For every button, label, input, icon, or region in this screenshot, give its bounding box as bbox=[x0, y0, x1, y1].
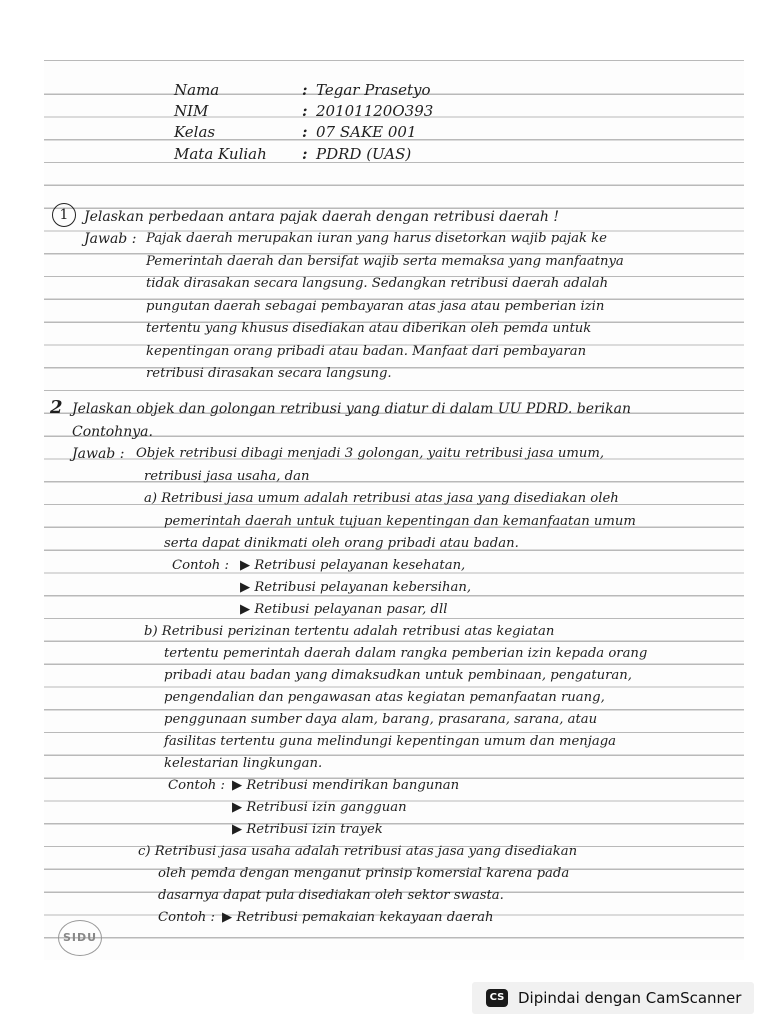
header-label: Nama bbox=[174, 81, 220, 99]
header-value: PDRD (UAS) bbox=[316, 145, 412, 163]
lined-paper-page: Nama : Tegar Prasetyo NIM : 20101120O393 Kelas : 07 SAKE 001 Mata Kuliah : PDRD (UAS) 1 Jelaskan perbedaan antara pajak daerah dengan retribusi daerah ! Jawab : Pajak daerah merupakan iuran yang harus disetorkan wajib pajak ke Pemerintah daerah dan bersifat wajib serta memaksa yang manfaatnya tidak dirasakan secara langsung. Sedangkan retribusi daerah adalah pungutan daerah sebagai pembayaran atas jasa atau pemberian izin tertentu yang khusus disediakan atau diberikan oleh pemda untuk kepentingan orang pribadi atau badan. Manfaat dari pembayaran retribusi dirasakan secara langsung. 2 Jelaskan objek dan golongan retribusi yang diatur di dalam UU PDRD. berikan Contohnya. Jawab : Objek retribusi dibagi menjadi 3 golongan, yaitu retribusi jasa umum, retribusi jasa usaha, dan a) Retribusi jasa umum adalah retribusi atas jasa yang disediakan oleh pemerintah daerah untuk tujuan kepentingan dan kemanfaatan umum serta dapat dinikmati oleh orang pribadi atau badan. Contoh : ▶ Retribusi pelayanan kesehatan, ▶ Retribusi pelayanan kebersihan, ▶ Retibusi pelayanan pasar, dll b) Retribusi perizinan tertentu adalah retribusi atas kegiatan tertentu pemerintah daerah dalam rangka pemberian izin kepada orang pribadi atau badan yang dimaksudkan untuk pembinaan, pengaturan, pengendalian dan pengawasan atas kegiatan pemanfaatan ruang, penggunaan sumber daya alam, barang, prasarana, sarana, atau fasilitas tertentu guna melindungi kepentingan umum dan menjaga kelestarian lingkungan. Contoh : ▶ Retribusi mendirikan bangunan ▶ Retribusi izin gangguan ▶ Retribusi izin trayek c) Retribusi jasa usaha adalah retribusi atas jasa yang disediakan oleh pemda dengan menganut prinsip komersial karena pada dasarnya dapat pula disediakan oleh sektor swasta. Contoh : ▶ Retribusi pemakaian kekayaan daerah bbox=[44, 60, 744, 960]
header-label: NIM bbox=[174, 102, 209, 120]
question-1-answer-label: Jawab : bbox=[84, 231, 137, 247]
header-value: 07 SAKE 001 bbox=[316, 123, 417, 141]
question-2-text: Contohnya. bbox=[72, 424, 153, 440]
section-b-line: fasilitas tertentu guna melindungi kepentingan umum dan menjaga bbox=[164, 734, 617, 749]
question-2-text: Jelaskan objek dan golongan retribusi yang diatur di dalam UU PDRD. berikan bbox=[72, 401, 632, 417]
answer-line: kepentingan orang pribadi atau badan. Manfaat dari pembayaran bbox=[146, 344, 587, 359]
camscanner-logo-icon: CS bbox=[486, 989, 508, 1007]
section-b-line: pribadi atau badan yang dimaksudkan untuk pembinaan, pengaturan, bbox=[164, 668, 632, 683]
example-item: ▶ Retribusi izin gangguan bbox=[232, 800, 407, 815]
section-b-line: b) Retribusi perizinan tertentu adalah retribusi atas kegiatan bbox=[144, 624, 555, 639]
question-1-number: 1 bbox=[52, 203, 76, 227]
answer-line: pungutan daerah sebagai pembayaran atas jasa atau pemberian izin bbox=[146, 299, 605, 314]
answer-line: tidak dirasakan secara langsung. Sedangkan retribusi daerah adalah bbox=[146, 276, 609, 291]
header-label: Kelas bbox=[174, 123, 216, 141]
section-c-line: oleh pemda dengan menganut prinsip komersial karena pada bbox=[158, 866, 570, 881]
section-b-line: penggunaan sumber daya alam, barang, prasarana, sarana, atau bbox=[164, 712, 598, 727]
question-1-text: Jelaskan perbedaan antara pajak daerah dengan retribusi daerah ! bbox=[84, 209, 559, 225]
section-b-line: kelestarian lingkungan. bbox=[164, 756, 323, 771]
section-a-line: pemerintah daerah untuk tujuan kepentingan dan kemanfaatan umum bbox=[164, 514, 636, 529]
answer-line: tertentu yang khusus disediakan atau diberikan oleh pemda untuk bbox=[146, 321, 592, 336]
answer-line: Pajak daerah merupakan iuran yang harus disetorkan wajib pajak ke bbox=[146, 231, 607, 246]
section-b-line: pengendalian dan pengawasan atas kegiatan pemanfaatan ruang, bbox=[164, 690, 605, 705]
section-b-contoh-label: Contoh : bbox=[168, 778, 225, 793]
answer-line: Pemerintah daerah dan bersifat wajib serta memaksa yang manfaatnya bbox=[146, 254, 624, 269]
header-value: 20101120O393 bbox=[316, 102, 434, 120]
section-a-contoh-label: Contoh : bbox=[172, 558, 229, 573]
header-value: Tegar Prasetyo bbox=[316, 81, 431, 99]
example-item: ▶ Retribusi pelayanan kebersihan, bbox=[240, 580, 472, 595]
section-c-line: dasarnya dapat pula disediakan oleh sektor swasta. bbox=[158, 888, 504, 903]
answer-line: retribusi dirasakan secara langsung. bbox=[146, 366, 392, 381]
example-item: ▶ Retribusi pelayanan kesehatan, bbox=[240, 558, 466, 573]
question-2-number: 2 bbox=[50, 397, 63, 418]
answer-line: Objek retribusi dibagi menjadi 3 golongan, yaitu retribusi jasa umum, bbox=[136, 446, 605, 461]
camscanner-text: Dipindai dengan CamScanner bbox=[518, 989, 742, 1007]
example-item: ▶ Retribusi pemakaian kekayaan daerah bbox=[222, 910, 494, 925]
header-label: Mata Kuliah bbox=[174, 145, 267, 163]
question-2-answer-label: Jawab : bbox=[72, 446, 125, 462]
paper-brand-stamp: SIDU bbox=[58, 920, 102, 956]
section-a-line: serta dapat dinikmati oleh orang pribadi atau badan. bbox=[164, 536, 519, 551]
answer-line: retribusi jasa usaha, dan bbox=[144, 469, 310, 484]
section-c-line: c) Retribusi jasa usaha adalah retribusi atas jasa yang disediakan bbox=[138, 844, 578, 859]
example-item: ▶ Retribusi izin trayek bbox=[232, 822, 383, 837]
example-item: ▶ Retibusi pelayanan pasar, dll bbox=[240, 602, 448, 617]
section-b-line: tertentu pemerintah daerah dalam rangka pemberian izin kepada orang bbox=[164, 646, 648, 661]
example-item: ▶ Retribusi mendirikan bangunan bbox=[232, 778, 460, 793]
camscanner-badge bbox=[472, 982, 754, 1014]
section-c-contoh-label: Contoh : bbox=[158, 910, 215, 925]
section-a-line: a) Retribusi jasa umum adalah retribusi atas jasa yang disediakan oleh bbox=[144, 491, 619, 506]
